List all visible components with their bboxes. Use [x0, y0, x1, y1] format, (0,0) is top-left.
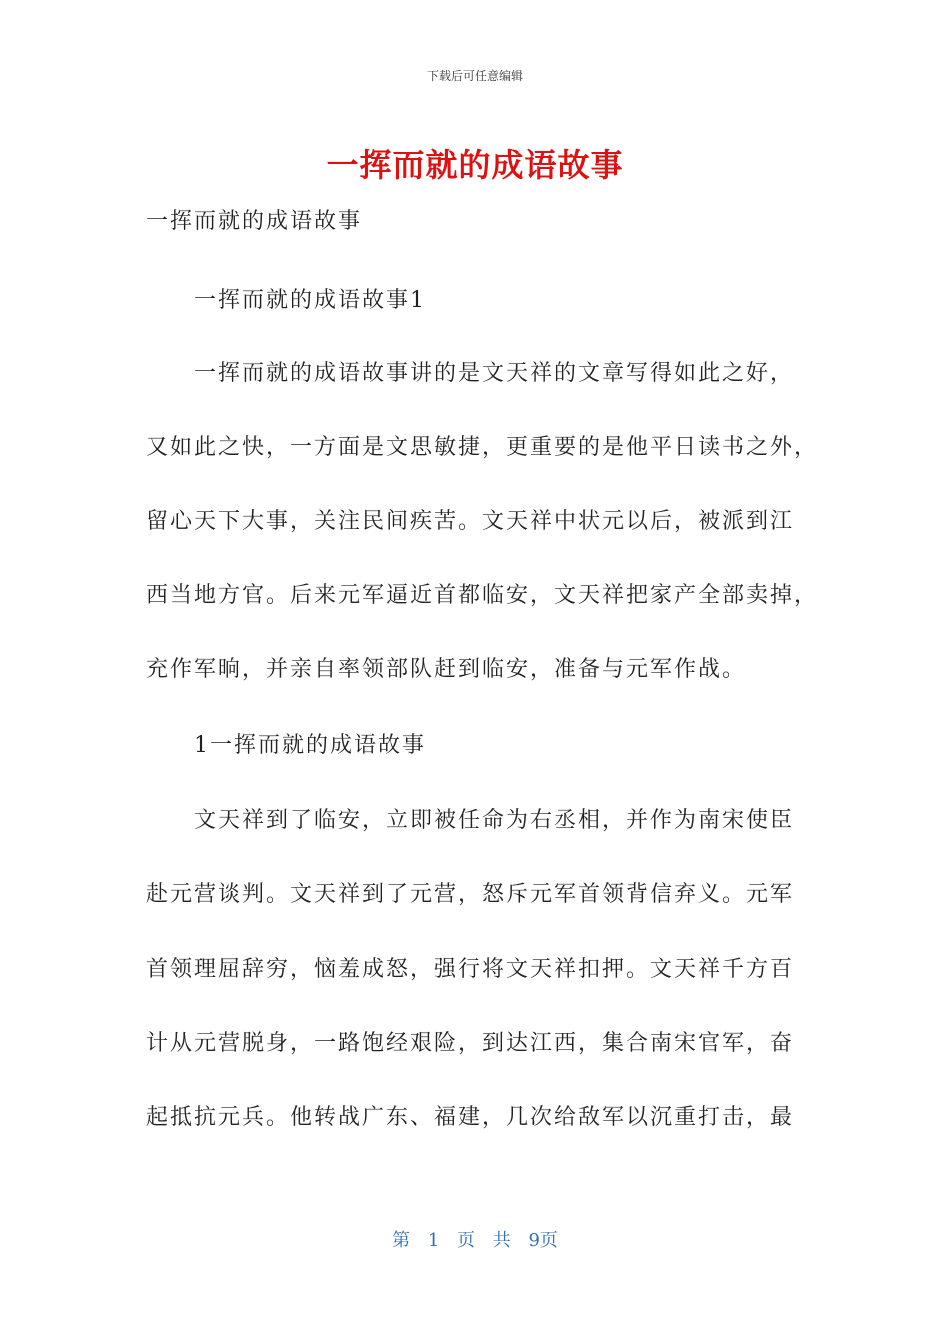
- paragraph-line: 首领理屈辞穷，恼羞成怒，强行将文天祥扣押。文天祥千方百: [146, 957, 795, 982]
- paragraph-line: 西当地方官。后来元军逼近首都临安，文天祥把家产全部卖掉，: [146, 583, 819, 608]
- section-heading-1: 一挥而就的成语故事1: [194, 288, 426, 313]
- section-heading-2: 1一挥而就的成语故事: [194, 733, 426, 758]
- header-note: 下载后可任意编辑: [426, 69, 523, 83]
- paragraph-line: 文天祥到了临安，立即被任命为右丞相，并作为南宋使臣: [194, 808, 795, 833]
- footer-total-prefix: 共: [492, 1230, 511, 1251]
- document-subtitle: 一挥而就的成语故事: [146, 209, 363, 234]
- page-footer: [0, 1226, 950, 1252]
- paragraph-line: 留心天下大事，关注民间疾苦。文天祥中状元以后，被派到江: [146, 509, 795, 534]
- footer-page-mid: 页: [457, 1230, 475, 1251]
- paragraph-line: 赴元营谈判。文天祥到了元营，怒斥元军首领背信弃义。元军: [146, 882, 795, 907]
- document-body: [146, 0, 819, 1344]
- paragraph-line: 计从元营脱身，一路饱经艰险，到达江西，集合南宋官军，奋: [146, 1031, 795, 1056]
- paragraph-line: 充作军晌，并亲自率领部队赶到临安，准备与元军作战。: [146, 657, 747, 682]
- document-title: 一挥而就的成语故事: [326, 146, 624, 184]
- paragraph-line: 起抵抗元兵。他转战广东、福建，几次给敌军以沉重打击，最: [146, 1105, 795, 1130]
- paragraph-line: 又如此之快，一方面是文思敏捷，更重要的是他平日读书之外，: [146, 435, 819, 460]
- footer-page-prefix: 第: [392, 1230, 411, 1251]
- footer-page-number: 1: [427, 1230, 440, 1251]
- footer-total-pages: 9页: [528, 1230, 558, 1251]
- paragraph-line: 一挥而就的成语故事讲的是文天祥的文章写得如此之好，: [194, 361, 795, 386]
